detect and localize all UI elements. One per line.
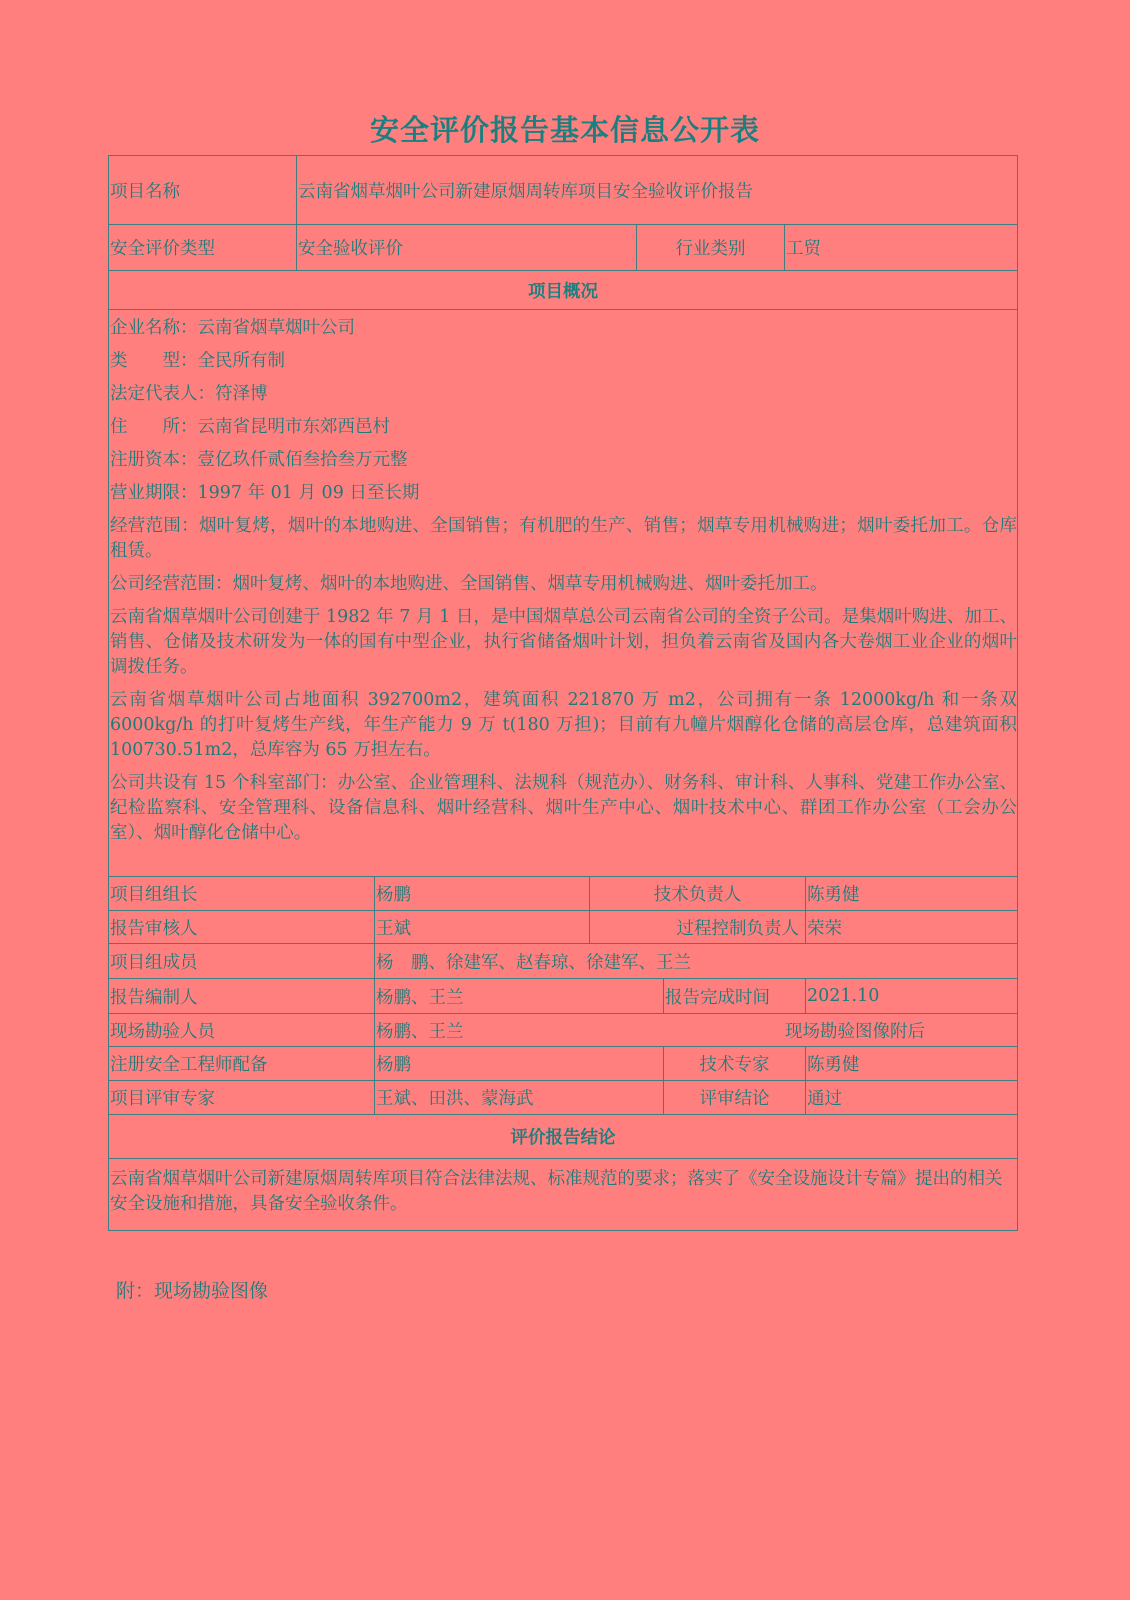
expert-label: 技术专家	[663, 1047, 805, 1080]
registered-capital: 注册资本：壹亿玖仟贰佰叁拾叁万元整	[110, 450, 408, 470]
company-departments: 公司共设有 15 个科室部门：办公室、企业管理科、法规科（规范办）、财务科、审计科、人事科、党建工作办公室、纪检监察科、安全管理科、设备信息科、烟叶经营科、烟叶生产中心、烟叶技术中心、群团工作办公室（工会办公室）、烟叶醇化仓储中心。	[110, 773, 1017, 843]
project-name-value: 云南省烟草烟叶公司新建原烟周转库项目安全验收评价报告	[296, 156, 1017, 224]
company-name: 企业名称：云南省烟草烟叶公司	[110, 318, 355, 338]
review-expert-label: 项目评审专家	[110, 1089, 215, 1109]
industry-value: 工贸	[784, 225, 1017, 270]
author-row	[109, 979, 1017, 1014]
author-label: 报告编制人	[110, 987, 198, 1008]
evaluation-type-label: 安全评价类型	[110, 239, 215, 259]
company-facilities: 云南省烟草烟叶公司占地面积 392700m2，建筑面积 221870 万 m2，公司拥有一条 12000kg/h 和一条双 6000kg/h 的打叶复烤生产线，年生产能力 9 万 t(180 万担)；目前有九幢片烟醇化仓储的高层仓库，总建筑面积 100730.51m2，总库容为 65 万担左右。	[110, 690, 1017, 760]
completion-value: 2021.10	[805, 979, 1017, 1013]
info-table	[108, 155, 1018, 1231]
site-row	[109, 1014, 1017, 1047]
review-expert-value: 王斌、田洪、蒙海武	[374, 1081, 663, 1114]
members-value: 杨 鹏、徐建军、赵春琼、徐建军、王兰	[374, 944, 1017, 978]
leader-value: 杨鹏	[374, 877, 589, 910]
conclusion-text: 云南省烟草烟叶公司新建原烟周转库项目符合法律法规、标准规范的要求；落实了《安全设施设计专篇》提出的相关安全设施和措施，具备安全验收条件。	[110, 1169, 1003, 1214]
page-title: 安全评价报告基本信息公开表	[369, 113, 760, 147]
leader-label: 项目组组长	[110, 885, 198, 905]
engineer-label: 注册安全工程师配备	[110, 1055, 268, 1075]
conclusion-heading: 评价报告结论	[109, 1115, 1017, 1159]
reviewer-row	[109, 911, 1017, 944]
expert-value: 陈勇健	[805, 1047, 1017, 1080]
tech-lead-label: 技术负责人	[589, 877, 805, 910]
review-result-label: 评审结论	[663, 1081, 805, 1114]
site-note: 现场勘验图像附后	[785, 1021, 925, 1042]
evaluation-type-row	[109, 225, 1017, 271]
leader-row	[109, 877, 1017, 911]
company-type: 类 型：全民所有制	[110, 351, 285, 371]
process-lead-value: 荣荣	[805, 911, 1017, 943]
project-name-row	[109, 156, 1017, 225]
tech-lead-value: 陈勇健	[805, 877, 1017, 910]
overview-heading: 项目概况	[109, 271, 1017, 310]
review-expert-row	[109, 1081, 1017, 1115]
company-history: 云南省烟草烟叶公司创建于 1982 年 7 月 1 日，是中国烟草总公司云南省公司的全资子公司。是集烟叶购进、加工、销售、仓储及技术研发为一体的国有中型企业，执行省储备烟叶计划，担负着云南省及国内各大卷烟工业企业的烟叶调拨任务。	[110, 607, 1017, 677]
business-scope: 经营范围：烟叶复烤，烟叶的本地购进、全国销售；有机肥的生产、销售；烟草专用机械购进；烟叶委托加工。仓库租赁。	[110, 516, 1017, 561]
business-term: 营业期限：1997 年 01 月 09 日至长期	[110, 483, 420, 503]
reviewer-label: 报告审核人	[110, 918, 198, 939]
engineer-row	[109, 1047, 1017, 1081]
site-value: 杨鹏、王兰	[374, 1014, 774, 1046]
process-lead-label: 过程控制负责人	[589, 911, 805, 943]
reviewer-value: 王斌	[374, 911, 589, 943]
members-row	[109, 944, 1017, 979]
review-result-value: 通过	[805, 1081, 1017, 1114]
members-label: 项目组成员	[110, 952, 198, 973]
completion-label: 报告完成时间	[663, 979, 805, 1013]
legal-representative: 法定代表人：符泽博	[110, 384, 268, 404]
site-label: 现场勘验人员	[110, 1021, 215, 1042]
company-business-scope: 公司经营范围：烟叶复烤、烟叶的本地购进、全国销售、烟草专用机械购进、烟叶委托加工。	[110, 574, 828, 594]
overview-body	[109, 310, 1017, 877]
project-name-label: 项目名称	[110, 181, 180, 202]
company-address: 住 所：云南省昆明市东郊西邑村	[110, 417, 390, 437]
evaluation-type-value: 安全验收评价	[296, 225, 636, 270]
industry-label: 行业类别	[636, 225, 784, 270]
appendix-note: 附：现场勘验图像	[116, 1280, 269, 1302]
engineer-value: 杨鹏	[374, 1047, 663, 1080]
author-value: 杨鹏、王兰	[374, 979, 663, 1013]
